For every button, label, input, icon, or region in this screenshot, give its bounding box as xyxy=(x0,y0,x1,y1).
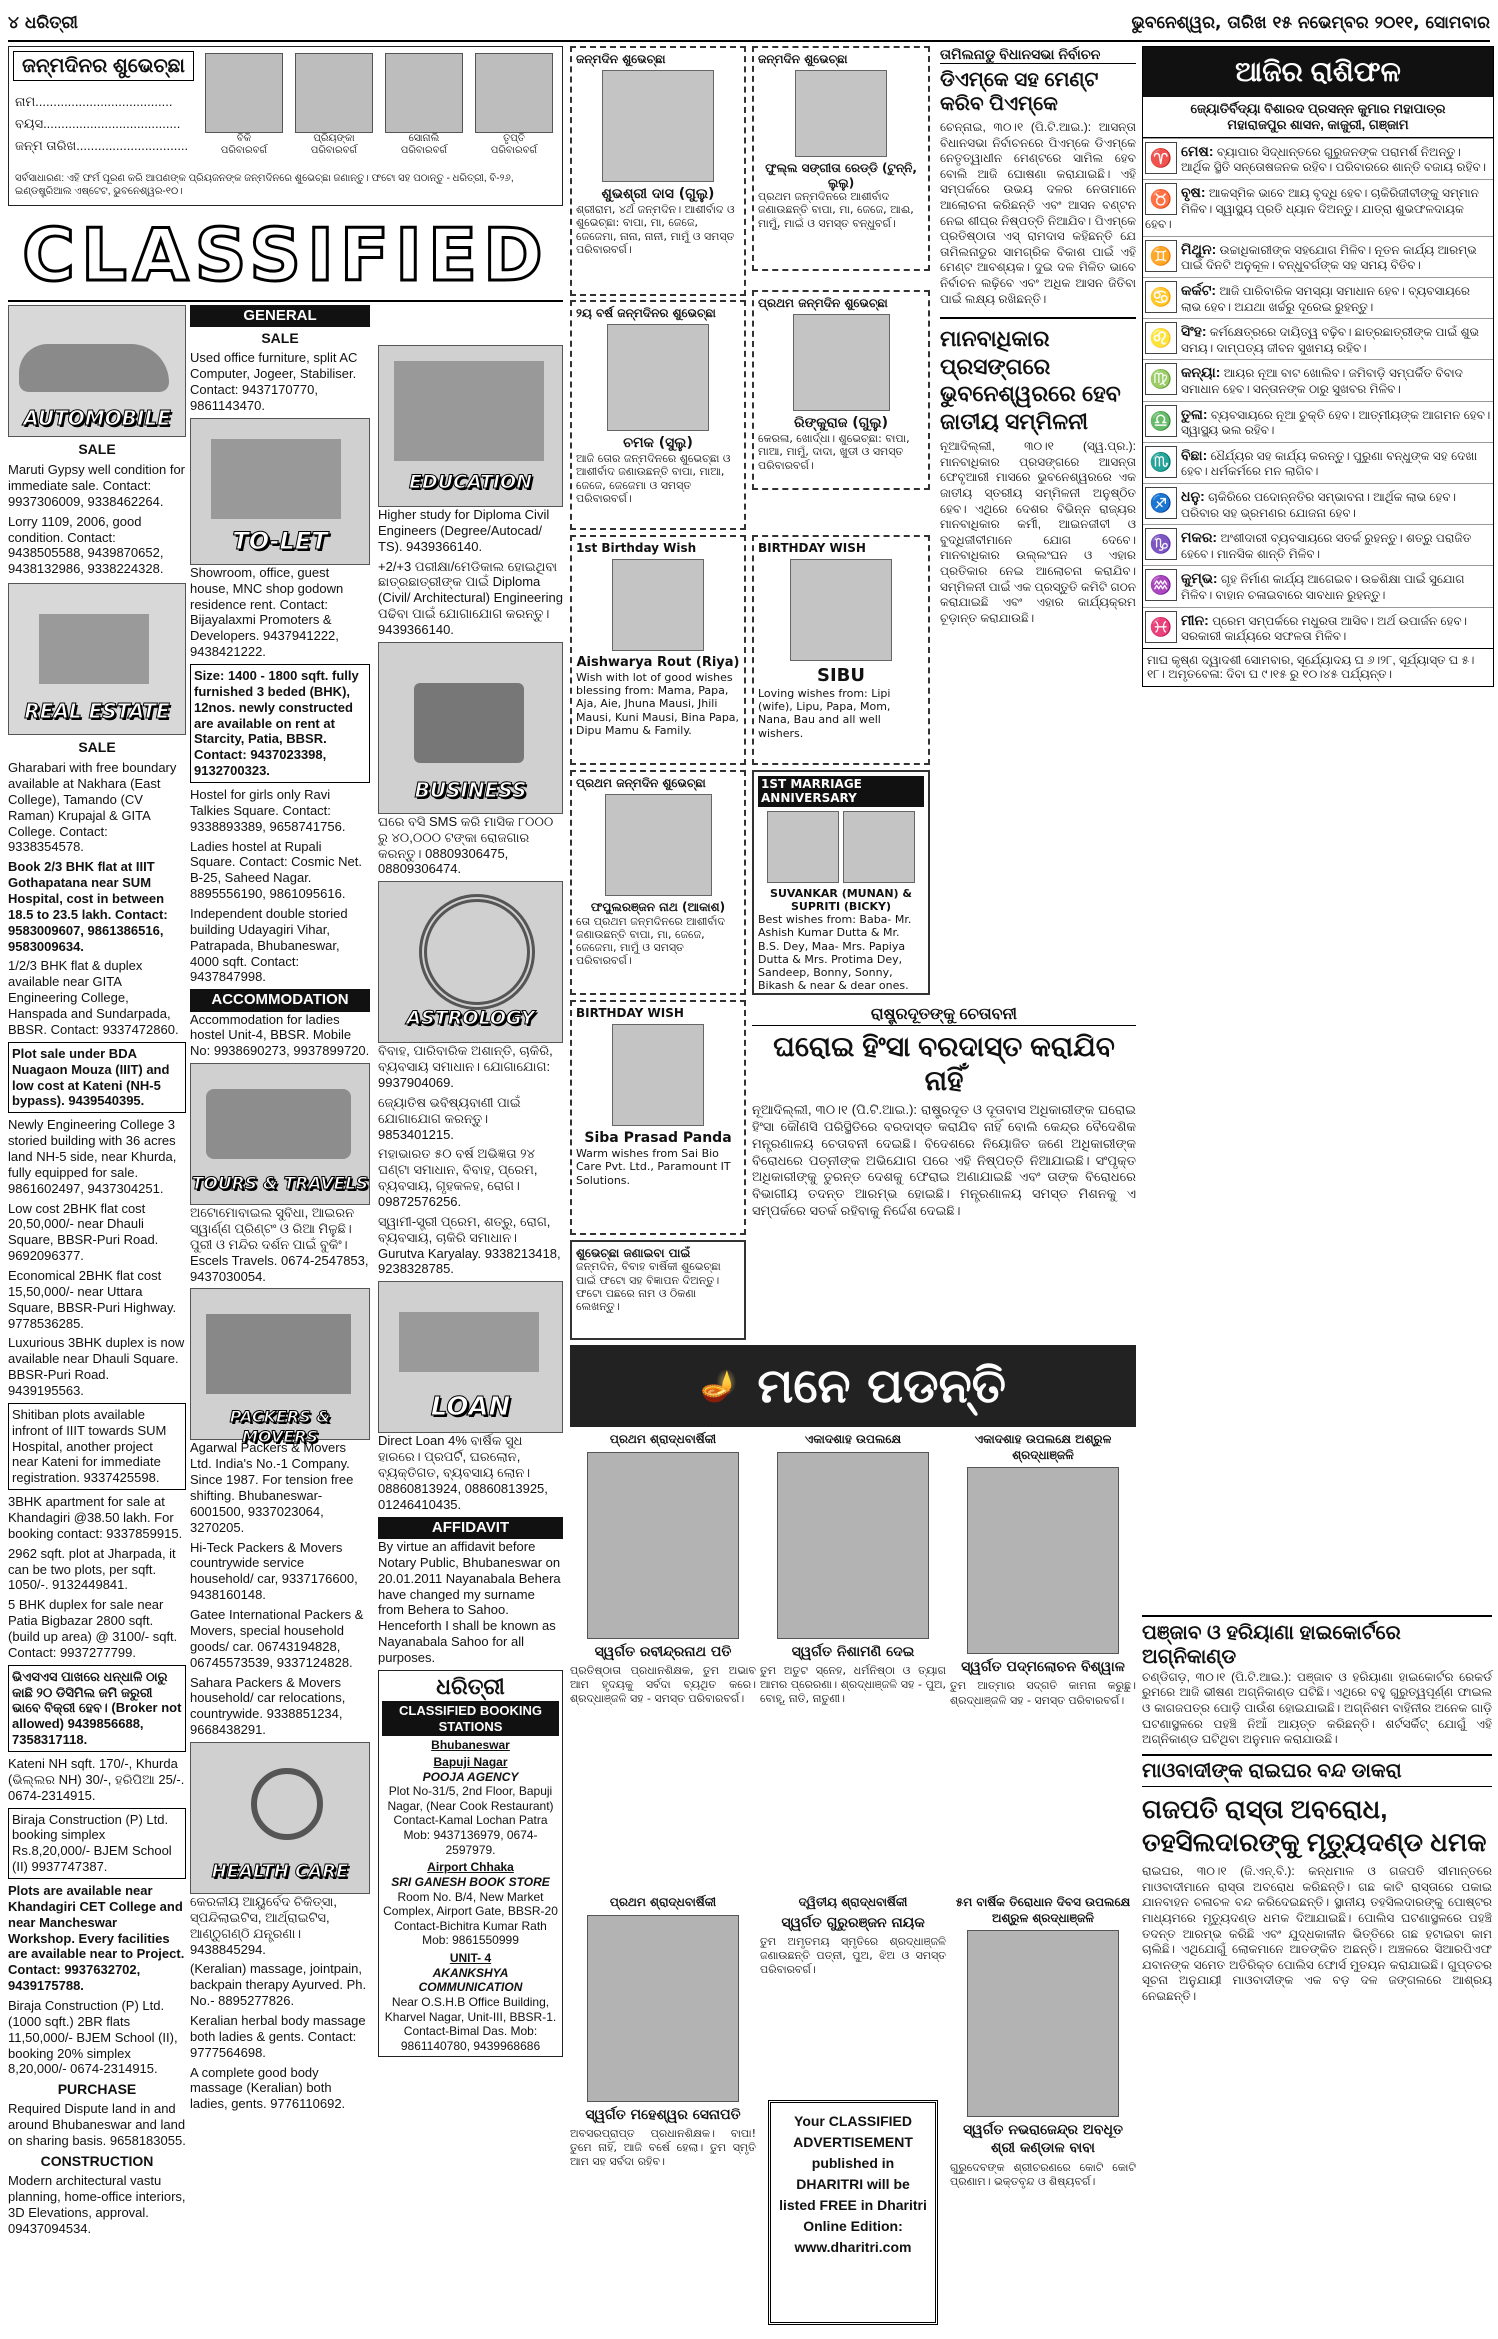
ad: Required Dispute land in and around Bhubaneswar and land on sharing basis. 9658183055. xyxy=(8,2101,186,2149)
category-astrology: ASTROLOGY xyxy=(406,1007,535,1030)
rashi-text: ଆକସ୍ମିକ ଭାବେ ଆୟ ବୃଦ୍ଧି ହେବ। ଚାକିରିଜୀବୀଙ୍କୁ ସମ୍ମାନ ମିଳିବ। ସ୍ୱାସ୍ଥ୍ୟ ପ୍ରତି ଧ୍ୟାନ ଦିଅନ୍ତୁ। ଯାତ୍ରା ଶୁଭଫଳଦାୟକ ହେବ। xyxy=(1145,186,1479,232)
rashi-sign: କର୍କଟ: xyxy=(1181,282,1217,299)
news-body: ଚେନ୍ନାଇ, ୩୦।୧ (ପି.ଟି.ଆଇ.): ଆସନ୍ତା ବିଧାନସଭା ନିର୍ବାଚନରେ ପିଏମ୍‌କେ ଡିଏମ୍‌କେ ନେତୃତ୍ୱାଧୀନ ମେଣ୍ଟରେ ସାମିଲ ହେବ ବୋଲି ଆଜି ଘୋଷଣା କରାଯାଇଛି। ଏହି ସମ୍ପର୍କରେ ଉଭୟ ଦଳର ନେତାମାନେ ଆଲୋଚନା କରିଛନ୍ତି ଏବଂ ଆସନ ବଣ୍ଟନ ନେଇ ଶୀଘ୍ର ନିଷ୍ପତ୍ତି ନିଆଯିବ। ପିଏମ୍‌କେ ପ୍ରତିଷ୍ଠାତା ଏସ୍ ରାମଦାସ କହିଛନ୍ତି ଯେ ତାମିଲନାଡୁର ସାମଗ୍ରିକ ବିକାଶ ପାଇଁ ଏହି ମେଣ୍ଟ ଆବଶ୍ୟକ। ଦୁଇ ଦଳ ମିଳିତ ଭାବେ ନିର୍ବାଚନ ଲଢ଼ିବେ ଏବଂ ଅଧିକ ଆସନ ଜିତିବା ପାଇଁ ଲକ୍ଷ୍ୟ ରଖିଛନ୍ତି। xyxy=(940,120,1136,306)
memorial-title: ମନେ ପଡନ୍ତି xyxy=(757,1357,1006,1414)
sale-heading: SALE xyxy=(78,441,116,457)
ad: ଭିଏସଏସ ପାଖରେ ଧନ୍ଧାଳି ଠାରୁ କାଛି ୨୦ ଡିସିମିଲ ଜମି ଜରୁରୀ ଭାବେ ବିକ୍ରୀ ହେବ। (Broker not allowed) 9439856688, 7358317118. xyxy=(8,1665,186,1752)
ad: A complete good body massage (Keralian) both ladies, gents. 9776110692. xyxy=(190,2064,346,2112)
rashi-sign: ବିଛା: xyxy=(1181,446,1208,463)
wish-box: 1ST MARRIAGE ANNIVERSARY SUVANKAR (MUNAN) & SUPRITI (BICKY) Best wishes from: Baba- Mr. Ashish Kumar Dutta & Mr. B.S. Dey, Maa- Mrs. Papiya Dutta & Mrs. Protima Dey, Sandeep, Bonny, Sonny, Bikash & near & dear ones. xyxy=(752,770,930,995)
rashi-entry xyxy=(1143,236,1493,277)
ad: Independent double storied building Udayagiri Vihar, Patrapada, Bhubaneswar, 4000 sqft. Contact: 9437847998. xyxy=(190,906,348,985)
rashi-sign: ତୁଳା: xyxy=(1181,405,1208,422)
news-headline: ଗଜପତି ରାସ୍ତା ଅବରୋଧ, ତହସିଲଦାରଙ୍କୁ ମୃତ୍ୟୁଦଣ୍ଡ ଧମକ xyxy=(1142,1794,1487,1857)
zodiac-icon: ♐ xyxy=(1145,487,1177,519)
ad: ମହାଭାରତ ୫୦ ବର୍ଷ ଅଭିଜ୍ଞତା ୨୪ ଘଣ୍ଟା ସମାଧାନ, ବିବାହ, ପ୍ରେମ, ବ୍ୟବସାୟ, ଗୃହକଳହ, ରୋଗ। 09872576256. xyxy=(378,1146,538,1210)
page-number: ୪ ଧରିତ୍ରୀ xyxy=(8,13,78,33)
ad: Luxurious 3BHK duplex is now available near Dhauli Square. BBSR-Puri Road. 9439195563. xyxy=(8,1335,185,1398)
rashi-entry xyxy=(1143,483,1493,524)
ad: By virtue an affidavit before Notary Public, Bhubaneswar on 20.01.2011 Nayanabala Behera have changed my surname from Behera to Sahoo. Henceforth I shall be known as Nayanabala Sahoo for all purposes. xyxy=(378,1538,561,1665)
news-story xyxy=(752,1005,1136,1220)
rashi-sign: ମେଷ: xyxy=(1181,142,1214,159)
house-image xyxy=(39,614,149,684)
rashi-sign: ସିଂହ: xyxy=(1181,323,1207,340)
rashi-entry xyxy=(1143,607,1493,648)
accommodation-heading: ACCOMMODATION xyxy=(190,989,370,1011)
sale-heading: SALE xyxy=(261,330,299,347)
ad: Biraja Construction (P) Ltd. (1000 sqft.) 2BR flats 11,50,000/- BJEM School (II), booking 20% simplex 8,20,000/- 0674-2314915. xyxy=(8,1998,178,2077)
groom-photo xyxy=(767,811,839,883)
health-banner xyxy=(190,1742,370,1894)
astrology-banner xyxy=(378,881,563,1043)
car-image xyxy=(19,344,169,392)
ad: 2962 sqft. plot at Jharpada, it can be two plots, per sqft. 1050/-. 9132449841. xyxy=(8,1545,176,1593)
zodiac-icon: ♒ xyxy=(1145,569,1177,601)
ad: Accommodation for ladies hostel Unit-4, BBSR. Mobile No: 9938690273, 9937899720. xyxy=(190,1011,370,1059)
portrait-photo xyxy=(790,559,892,661)
rashi-text: ଆଜି ପାରିବାରିକ ସମସ୍ୟା ସମାଧାନ ହେବ। ବ୍ୟବସାୟରେ ଲାଭ ହେବ। ଅଯଥା ଖର୍ଚ୍ଚରୁ ଦୂରେଇ ରୁହନ୍ତୁ। xyxy=(1181,284,1471,314)
zodiac-icon: ♓ xyxy=(1145,611,1177,643)
zodiac-icon: ♎ xyxy=(1145,405,1177,437)
news-headline: ମାନବାଧିକାର ପ୍ରସଙ୍ଗରେ ଭୁବନେଶ୍ୱରରେ ହେବ ଜାତୀୟ ସମ୍ମିଳନୀ xyxy=(940,317,1136,435)
ad: Economical 2BHK flat cost 15,50,000/- near Uttara Square, BBSR-Puri Highway. 9778536285. xyxy=(8,1267,177,1331)
ad: Biraja Construction (P) Ltd. booking simplex Rs.8,20,000/- BJEM School (II) 9937747387. xyxy=(8,1808,186,1879)
building-image xyxy=(211,439,341,519)
rashi-text: ପ୍ରେମ ସମ୍ପର୍କରେ ମଧୁରତା ଆସିବ। ଅର୍ଥ ଉପାର୍ଜନ ହେବ। ସରକାରୀ କାର୍ଯ୍ୟରେ ସଫଳତା ମିଳିବ। xyxy=(1181,613,1468,644)
memorial-entry: ପ୍ରଥମ ଶ୍ରାଦ୍ଧବାର୍ଷିକୀ ସ୍ୱର୍ଗତ ରବୀନ୍ଦ୍ରନାଥ ପତି ପ୍ରତିଷ୍ଠାତା ପ୍ରଧାନଶିକ୍ଷକ, ତୁମ ଅଭାବ ଆମ ହୃଦୟକୁ ସର୍ବଦା ବ୍ୟଥିତ କରେ। ଶ୍ରଦ୍ଧାଞ୍ଜଳି ସହ - ସମସ୍ତ ପରିବାରବର୍ଗ। xyxy=(570,1432,756,1706)
panjika: ମାଘ କୃଷ୍ଣ ଦ୍ୱାଦଶୀ ସୋମବାର, ସୂର୍ଯ୍ୟୋଦୟ ଘ ୬।୨୮, ସୂର୍ଯ୍ୟାସ୍ତ ଘ ୫।୧୮। ଅମୃତବେଳା: ଦିବା ଘ ୯।୧୫ ରୁ ୧୦।୪୫ ପର୍ଯ୍ୟନ୍ତ। xyxy=(1143,648,1493,686)
rashi-text: ଆୟର ନୂଆ ବାଟ ଖୋଲିବ। ଜମିବାଡ଼ି ସମ୍ପର୍କିତ ବିବାଦ ସମାଧାନ ହେବ। ସନ୍ତାନଙ୍କ ଠାରୁ ସୁଖବର ମିଳିବ। xyxy=(1181,366,1463,396)
child-photo xyxy=(607,324,709,431)
news-kicker: ରାଷ୍ଟ୍ରଦୂତଙ୍କୁ ଚେତାବନୀ xyxy=(752,1005,1136,1026)
memorial-entry: ଏକାଦଶାହ ଉପଲକ୍ଷେ ସ୍ୱର୍ଗତ ନିଶାମଣି ଦେଇ ତୁମ ଅତୁଟ ସ୍ନେହ, ଧର୍ମନିଷ୍ଠା ଓ ତ୍ୟାଗ ଆମର ପ୍ରେରଣା। ଶ୍ରଦ୍ଧାଞ୍ଜଳି ସହ - ପୁଅ, ବୋହୂ, ନାତି, ନାତୁଣୀ। xyxy=(760,1432,946,1706)
rashi-entry xyxy=(1143,565,1493,606)
booking-city: Bhubaneswar xyxy=(431,1738,510,1753)
birthday-form-title: ଜନ୍ମଦିନର ଶୁଭେଚ୍ଛା xyxy=(13,51,194,81)
memorial-photo xyxy=(777,1452,929,1639)
form-field-name[interactable]: ନାମ...................................... xyxy=(15,94,173,109)
news-headline: ପଞ୍ଜାବ ଓ ହରିୟାଣା ହାଇକୋର୍ଟରେ ଅଗ୍ନିକାଣ୍ଡ xyxy=(1142,1615,1492,1670)
zodiac-icon: ♈ xyxy=(1145,142,1177,174)
memorial-entry: ଦ୍ୱିତୀୟ ଶ୍ରାଦ୍ଧବାର୍ଷିକୀ ସ୍ୱର୍ଗତ ଗୁରୁରଞ୍ଜନ ନାୟକ ତୁମ ଅମୃତମୟ ସ୍ମୃତିରେ ଶ୍ରଦ୍ଧାଞ୍ଜଳି ଜଣାଉଛନ୍ତି ପତ୍ନୀ, ପୁଅ, ଝିଅ ଓ ସମସ୍ତ ପରିବାରବର୍ଗ। xyxy=(760,1895,946,1977)
memorial-banner xyxy=(570,1345,1136,1427)
dateline: ଭୁବନେଶ୍ୱର, ତାରିଖ ୧୫ ନଭେମ୍ବର ୨୦୧୧, ସୋମବାର xyxy=(1131,13,1490,33)
ad: Plots are available near Khandagiri CET College and near Mancheswar Workshop. Every facilities are available near to Project. Contact: 9937632702, 9439175788. xyxy=(8,1883,185,1994)
classified-col-2 xyxy=(190,305,370,2116)
ad: କେରଳୀୟ ଆୟୁର୍ବେଦ ଚିକିତ୍ସା, ସ୍ପନ୍ଦିଲାଇଟିସ, ଆର୍ଥ୍ରାଇଟିସ, ଆଣ୍ଠୁଗଣ୍ଠି ଯନ୍ତ୍ରଣା। 9438845294. xyxy=(190,1893,337,1957)
rashiphala-title: ଆଜିର ରାଶିଫଳ xyxy=(1143,47,1493,97)
ad: Modern architectural vastu planning, home-office interiors, 3D Elevations, approval. 09437094534. xyxy=(8,2173,186,2236)
ad: Plot sale under BDA Nuagaon Mouza (IIIT) and low cost at Kateni (NH-5 bypass). 9439540395. xyxy=(8,1042,186,1113)
ad: Kateni NH sqft. 170/-, Khurda (ଭିଲ୍ଲର NH) 30/-, ହରିପିଆ 25/-. 0674-2314915. xyxy=(8,1756,185,1803)
ad: Low cost 2BHK flat cost 20,50,000/- near Dhauli Square, BBSR-Puri Road. 9692096377. xyxy=(8,1200,159,1264)
memorial-photo xyxy=(967,1930,1119,2117)
rashi-sign: ଧନୁ: xyxy=(1181,487,1205,504)
station: UNIT- 4 AKANKSHYA COMMUNICATION Near O.S.H.B Office Building, Kharvel Nagar, Unit-III, BBSR-1. Contact-Bimal Das. Mob: 9861140780, 9439968686 xyxy=(384,1951,557,2053)
station: Bapuji Nagar POOJA AGENCY Plot No-31/5, 2nd Floor, Bapuji Nagar, (Near Cook Restaurant) Contact-Kamal Lochan Patra Mob: 9437136979, 0674-2597979. xyxy=(387,1754,554,1857)
sale-heading: SALE xyxy=(78,739,116,756)
ad: Size: 1400 - 1800 sqft. fully furnished 3 beded (BHK), 12nos. newly constructed are available on rent at Starcity, Patia, BBSR. Contact: 9437023398, 9132700323. xyxy=(190,664,370,783)
sample-photo: ସୋନାଲି ପରିବାରବର୍ଗ xyxy=(385,53,463,157)
ad: Agarwal Packers & Movers Ltd. India's No.-1 Company. Since 1987. For tension free shifting. Bhubaneswar- 6001500, 9337023064, 3270205. xyxy=(190,1440,354,1535)
ad: ସ୍ୱାମୀ-ସ୍ତ୍ରୀ ପ୍ରେମ, ଶତ୍ରୁ, ରୋଗ, ବ୍ୟବସାୟ, ଚାକିରି ସମାଧାନ। Gurutva Karyalay. 9338213418, 9238328785. xyxy=(378,1213,561,1277)
birthday-form xyxy=(8,46,563,206)
ad: Sahara Packers & Movers household/ car relocations, countrywide. 9338851234, 9668438291. xyxy=(190,1674,346,1738)
rashi-text: ଧୈର୍ଯ୍ୟର ସହ କାର୍ଯ୍ୟ କରନ୍ତୁ। ପୁରୁଣା ବନ୍ଧୁଙ୍କ ସହ ଦେଖା ହେବ। ଧର୍ମକର୍ମରେ ମନ ଲାଗିବ। xyxy=(1181,448,1478,479)
wish-box: BIRTHDAY WISH Siba Prasad Panda Warm wishes from Sai Bio Care Pvt. Ltd., Paramount IT Solutions. xyxy=(570,1000,746,1235)
rashi-entry xyxy=(1143,442,1493,483)
birthday-form-note: ସର୍ବସାଧାରଣ: ଏହି ଫର୍ମ ପୂରଣ କରି ଆପଣଙ୍କ ପ୍ରିୟଜନଙ୍କ ଜନ୍ମଦିନରେ ଶୁଭେଚ୍ଛା ଜଣାନ୍ତୁ। ଫଟୋ ସହ ପଠାନ୍ତୁ - ଧରିତ୍ରୀ, ବି-୨୬, ଇଣ୍ଡଷ୍ଟ୍ରିଆଲ ଏଷ୍ଟେଟ, ଭୁବନେଶ୍ୱର-୧୦। xyxy=(15,173,514,197)
ad: ଘରେ ବସି SMS କରି ମାସିକ ୮୦୦୦ ରୁ ୪୦,୦୦୦ ଟଙ୍କା ରୋଜଗାର କରନ୍ତୁ। 08809306475, 08809306474. xyxy=(378,813,554,877)
wish-box: ପ୍ରଥମ ଜନ୍ମଦିନ ଶୁଭେଚ୍ଛା ରିଙ୍କୁରାଜ (ଗୁଲୁ) କେରଳା, ଖୋର୍ଦ୍ଧା। ଶୁଭେଚ୍ଛା: ବାପା, ମାଆ, ମାମୁଁ, ଦାଦା, ଖୁଡୀ ଓ ସମସ୍ତ ପରିବାରବର୍ଗ। xyxy=(752,290,930,490)
news-kicker: ତାମିଲନାଡୁ ବିଧାନସଭା ନିର୍ବାଚନ xyxy=(940,46,1136,64)
portrait-photo xyxy=(612,1024,704,1126)
ad: 1/2/3 BHK flat & duplex available near GITA Engineering College, Hanspada and Sundarpada, BBSR. Contact: 9337472860. xyxy=(8,958,179,1037)
classified-col-3 xyxy=(378,345,563,2057)
news-headline: ଡିଏମ୍‌କେ ସହ ମେଣ୍ଟ କରିବ ପିଏମ୍‌କେ xyxy=(940,69,1099,116)
briefcase-image xyxy=(414,683,524,763)
zodiac-icon: ♌ xyxy=(1145,322,1177,354)
zodiac-icon: ♊ xyxy=(1145,240,1177,272)
ad: Used office furniture, split AC Computer, Jogeer, Stabiliser. Contact: 9437170770, 9861143470. xyxy=(190,350,358,413)
rashi-list xyxy=(1143,138,1493,648)
rashi-text: ଗୃହ ନିର୍ମାଣ କାର୍ଯ୍ୟ ଆଗେଇବ। ଉଚ୍ଚଶିକ୍ଷା ପାଇଁ ସୁଯୋଗ ମିଳିବ। ବାହାନ ଚଳାଇବାରେ ସାବଧାନ ରୁହନ୍ତୁ। xyxy=(1181,572,1465,602)
rashi-sign: କନ୍ୟା: xyxy=(1181,364,1221,381)
ad: Newly Engineering College 3 storied building with 36 acres land NH-5 side, near Khurda, fully equipped for sale. 9861602497, 9437304251. xyxy=(8,1117,177,1196)
ad: Gharabari with free boundary available at Nakhara (East College), Tamando (CV Raman) Krupajal & GITA College. Contact: 9338354578. xyxy=(8,760,177,855)
rashi-sign: ମକର: xyxy=(1181,529,1218,546)
category-tours: TOURS & TRAVELS xyxy=(191,1174,369,1195)
category-packers: PACKERS & MOVERS xyxy=(229,1407,331,1446)
rashi-text: ବ୍ୟାପାର ସିଦ୍ଧାନ୍ତରେ ଗୁରୁଜନଙ୍କ ପରାମର୍ଶ ନିଅନ୍ତୁ। ଆର୍ଥିକ ସ୍ଥିତି ସନ୍ତୋଷଜନକ ରହିବ। ପରିବାରରେ ଶାନ୍ତି ବଜାୟ ରହିବ। xyxy=(1181,144,1487,175)
rashi-text: କର୍ମକ୍ଷେତ୍ରରେ ଦାୟିତ୍ୱ ବଢ଼ିବ। ଛାତ୍ରଛାତ୍ରୀଙ୍କ ପାଇଁ ଶୁଭ ସମୟ। ଦାମ୍ପତ୍ୟ ଜୀବନ ସୁଖମୟ ରହିବ। xyxy=(1181,325,1479,355)
category-to-let: TO-LET xyxy=(232,526,328,555)
memorial-entry: ୫ମ ବାର୍ଷିକ ତିରୋଧାନ ଦିବସ ଉପଲକ୍ଷେ ଅଶ୍ରୁଳ ଶ୍ରଦ୍ଧାଞ୍ଜଳି ସ୍ୱର୍ଗତ ନଭରାଜେନ୍ଦ୍ର ଅବଧୂତ ଶ୍ରୀ କଣ୍ଡାଳ ବାବା ଗୁରୁଦେବଙ୍କ ଶ୍ରୀଚରଣରେ କୋଟି କୋଟି ପ୍ରଣାମ। ଭକ୍ତବୃନ୍ଦ ଓ ଶିଷ୍ୟବର୍ଗ। xyxy=(950,1895,1136,2188)
ad: +2/+3 ପରୀକ୍ଷା/ମେଡିକାଲ ହୋଇଥିବା ଛାତ୍ରଛାତ୍ରୀଙ୍କ ପାଇଁ Diploma (Civil/ Architectural) Engineering ପଢିବା ପାଇଁ ଯୋଗାଯୋଗ କରନ୍ତୁ। 9439366140. xyxy=(378,558,563,638)
news-body: ନୂଆଦିଲ୍ଲୀ, ୩୦।୧ (ପି.ଟି.ଆଇ.): ରାଷ୍ଟ୍ରଦୂତ ଓ ଦୂତାବାସ ଅଧିକାରୀଙ୍କ ଘରୋଇ ହିଂସା କୌଣସି ପରିସ୍ଥିତିରେ ବରଦାସ୍ତ କରାଯିବ ନାହିଁ ବୋଲି କେନ୍ଦ୍ର ବୈଦେଶିକ ମନ୍ତ୍ରଣାଳୟ ଚେତାବନୀ ଦେଇଛି। ବିଦେଶରେ ନିୟୋଜିତ ଜଣେ ଅଧିକାରୀଙ୍କ ବିରୋଧରେ ପତ୍ନୀଙ୍କ ଅଭିଯୋଗ ପରେ ଏହି ନିଷ୍ପତ୍ତି ନିଆଯାଇଛି। ସଂପୃକ୍ତ ଅଧିକାରୀଙ୍କୁ ତୁରନ୍ତ ଦେଶକୁ ଫେରାଇ ଅଣାଯାଇଛି ଏବଂ ତାଙ୍କ ବିରୋଧରେ ବିଭାଗୀୟ ତଦନ୍ତ ଆରମ୍ଭ ହୋଇଛି। ମନ୍ତ୍ରଣାଳୟ ସମସ୍ତ ମିଶନକୁ ଏ ସମ୍ପର୍କରେ ସତର୍କ ରହିବାକୁ ନିର୍ଦ୍ଦେଶ ଦେଇଛି। xyxy=(752,1101,1136,1219)
loan-banner xyxy=(378,1281,563,1433)
form-field-dob[interactable]: ଜନ୍ମ ତାରିଖ............................... xyxy=(15,138,189,153)
truck-image xyxy=(206,1314,351,1394)
zodiac-icon: ♑ xyxy=(1145,528,1177,560)
to-let-banner xyxy=(190,418,370,565)
memorial-entry: ପ୍ରଥମ ଶ୍ରାଦ୍ଧବାର୍ଷିକୀ ସ୍ୱର୍ଗତ ମହେଶ୍ୱର ସେନାପତି ଅବସରପ୍ରାପ୍ତ ପ୍ରଧାନଶିକ୍ଷକ। ବାପା! ତୁମେ ନାହିଁ, ଆଜି ବର୍ଷେ ହେଲା। ତୁମ ସ୍ମୃତି ଆମ ସହ ସର୍ବଦା ରହିବ। xyxy=(570,1895,756,2169)
rashiphala-byline: ଜ୍ୟୋତିର୍ବିଦ୍ୟା ବିଶାରଦ ପ୍ରସନ୍ନ କୁମାର ମହାପାତ୍ର ମହାରାଜପୁର ଶାସନ, କାଜୁରୀ, ଗଞ୍ଜାମ xyxy=(1143,97,1493,138)
sample-photo: ତୃପ୍ତି ପରିବାରବର୍ଗ xyxy=(475,53,553,157)
zodiac-icon: ♉ xyxy=(1145,183,1177,215)
tours-banner xyxy=(190,1063,370,1205)
rashi-entry xyxy=(1143,318,1493,359)
free-listing-ad: Your CLASSIFIED ADVERTISEMENT published in DHARITRI will be listed FREE in Dharitri Online Edition: www.dharitri.com xyxy=(768,2100,938,2325)
ad: Maruti Gypsy well condition for immediate sale. Contact: 9937306009, 9338462264. xyxy=(8,462,186,509)
zodiac-icon: ♍ xyxy=(1145,363,1177,395)
ad: ବିବାହ, ପାରିବାରିକ ଅଶାନ୍ତି, ଚାକିରି, ବ୍ୟବସାୟ ସମାଧାନ। ଯୋଗାଯୋଗ: 9937904069. xyxy=(378,1043,553,1091)
news-body: ନୂଆଦିଲ୍ଲୀ, ୩୦।୧ (ସ୍ୱ.ପ୍ର.): ମାନବାଧିକାର ପ୍ରସଙ୍ଗରେ ଆସନ୍ତା ଫେବୃଆରୀ ମାସରେ ଭୁବନେଶ୍ୱରରେ ଏକ ଜାତୀୟ ସ୍ତରୀୟ ସମ୍ମିଳନୀ ଅନୁଷ୍ଠିତ ହେବ। ଏଥିରେ ଦେଶର ବିଭିନ୍ନ ରାଜ୍ୟର ମାନବାଧିକାର କର୍ମୀ, ଆଇନଜୀବୀ ଓ ବୁଦ୍ଧିଜୀବୀମାନେ ଯୋଗ ଦେବେ। ମାନବାଧିକାର ଉଲ୍ଲଂଘନ ଓ ଏହାର ପ୍ରତିକାର ନେଇ ଆଲୋଚନା କରାଯିବ। ସମ୍ମିଳନୀ ପାଇଁ ଏକ ପ୍ରସ୍ତୁତି କମିଟି ଗଠନ କରାଯାଇଛି ଏବଂ ଏହାର କାର୍ଯ୍ୟକ୍ରମ ଚୂଡ଼ାନ୍ତ କରାଯାଉଛି। xyxy=(940,439,1136,625)
classified-col-1 xyxy=(8,305,186,2241)
bus-image xyxy=(206,1089,351,1159)
real-estate-banner xyxy=(8,583,186,735)
business-banner xyxy=(378,642,563,814)
memorial-photo xyxy=(587,1452,739,1639)
ad: Keralian herbal body massage both ladies & gents. Contact: 9777564698. xyxy=(190,2012,366,2060)
rashi-text: ଅଂଶୀଦାରୀ ବ୍ୟବସାୟରେ ସତର୍କ ରୁହନ୍ତୁ। ଶତ୍ରୁ ପରାଜିତ ହେବେ। ମାନସିକ ଶାନ୍ତି ମିଳିବ। xyxy=(1181,531,1472,561)
classified-title: CLASSIFIED xyxy=(8,210,563,302)
affidavit-heading: AFFIDAVIT xyxy=(378,1517,563,1539)
page-header xyxy=(8,6,1490,42)
news-body: ଚଣ୍ଡିଗଡ଼, ୩୦।୧ (ପି.ଟି.ଆଇ.): ପଞ୍ଜାବ ଓ ହରିୟାଣା ହାଇକୋର୍ଟର ରେକର୍ଡ ରୁମରେ ଆଜି ଭୀଷଣ ଅଗ୍ନିକାଣ୍ଡ ଘଟିଛି। ଏଥିରେ ବହୁ ଗୁରୁତ୍ୱପୂର୍ଣ୍ଣ ଫାଇଲ ଓ କାଗଜପତ୍ର ପୋଡ଼ି ପାଉଁଶ ହୋଇଯାଇଛି। ଅଗ୍ନିଶମ ବାହିନୀର ଅନେକ ଗାଡ଼ି ଘଟଣାସ୍ଥଳରେ ପହଞ୍ଚି ନିଆଁ ଆୟତ୍ତ କରିଛନ୍ତି। ଶର୍ଟସର୍କିଟ୍ ଯୋଗୁଁ ଏହି ଅଗ୍ନିକାଣ୍ଡ ଘଟିଥିବା ଅନୁମାନ କରାଯାଉଛି। xyxy=(1142,1669,1492,1747)
rashi-entry xyxy=(1143,524,1493,565)
automobile-banner xyxy=(8,305,186,437)
rashi-entry xyxy=(1143,138,1493,179)
ad: 3BHK apartment for sale at Khandagiri @38.50 lakh. For booking contact: 9337859915. xyxy=(8,1494,183,1541)
ad: Book 2/3 BHK flat at IIIT Gothapatana near SUM Hospital, cost in between 18.5 to 23.5 lakh. Contact: 9583009607, 9861386516, 9583009634. xyxy=(8,859,168,954)
bride-photo xyxy=(843,811,915,883)
booking-title: CLASSIFIED BOOKING STATIONS xyxy=(382,1701,559,1737)
ad: Hi-Teck Packers & Movers countrywide service household/ car, 9337176600, 9438160148. xyxy=(190,1539,358,1603)
general-heading: GENERAL xyxy=(190,305,370,327)
sample-photo: ବିକି ପରିବାରବର୍ଗ xyxy=(205,53,283,157)
category-real-estate: REAL ESTATE xyxy=(24,699,170,724)
wish-box: ୨ୟ ବର୍ଷ ଜନ୍ମଦିନର ଶୁଭେଚ୍ଛା ଚମକ (ସୁଲୁ) ଆଜି ତୋର ଜନ୍ମଦିନରେ ଶୁଭେଚ୍ଛା ଓ ଆଶୀର୍ବାଦ ଜଣାଉଛନ୍ତି ବାପା, ମାଆ, ଜେଜେ, ଜେଜେମା ଓ ସମସ୍ତ ପରିବାରବର୍ଗ। xyxy=(570,300,746,530)
booking-stations xyxy=(378,1670,563,2058)
lamp-icon: 🪔 xyxy=(700,1368,738,1404)
category-business: BUSINESS xyxy=(414,777,527,802)
news-headline: ଘରୋଇ ହିଂସା ବରଦାସ୍ତ କରାଯିବ ନାହିଁ xyxy=(773,1030,1115,1096)
ad: Gatee International Packers & Movers, special household goods/ car. 06743194828, 06745573539, 9337124828. xyxy=(190,1607,364,1670)
rashi-text: ଚାକିରିରେ ପଦୋନ୍ନତିର ସମ୍ଭାବନା। ଆର୍ଥିକ ଲାଭ ହେବ। ପରିବାର ସହ ଭ୍ରମଣର ଯୋଜନା ହେବ। xyxy=(1181,489,1456,520)
memorial-photo xyxy=(967,1467,1119,1654)
wish-box: ଶୁଭେଚ୍ଛା ଜଣାଇବା ପାଇଁ ଜନ୍ମଦିନ, ବିବାହ ବାର୍ଷିକୀ ଶୁଭେଚ୍ଛା ପାଇଁ ଫଟୋ ସହ ବିଜ୍ଞାପନ ଦିଅନ୍ତୁ। ଫଟୋ ପଛରେ ନାମ ଓ ଠିକଣା ଲେଖନ୍ତୁ। xyxy=(570,1240,746,1340)
rashi-entry xyxy=(1143,359,1493,400)
rashi-text: ବ୍ୟବସାୟରେ ନୂଆ ଚୁକ୍ତି ହେବ। ଆତ୍ମୀୟଙ୍କ ଆଗମନ ହେବ। ସ୍ୱାସ୍ଥ୍ୟ ଭଲ ରହିବ। xyxy=(1181,407,1491,438)
rashi-sign: ମୀନ: xyxy=(1181,611,1209,628)
child-photo xyxy=(605,794,712,896)
zodiac-wheel-icon xyxy=(419,894,535,1010)
rashiphala xyxy=(1142,46,1494,687)
rashi-entry xyxy=(1143,401,1493,442)
currency-image xyxy=(399,1312,539,1372)
ad: (Keralian) massage, jointpain, backpain therapy Ayurved. Ph. No.- 8895277826. xyxy=(190,1961,367,2009)
rashi-sign: ବୃଷ: xyxy=(1181,184,1206,201)
packers-banner xyxy=(190,1288,370,1446)
ad: Shitiban plots available infront of IIIT towards SUM Hospital, another project near Kateni for immediate registration. 9337425598. xyxy=(8,1403,186,1490)
rashi-sign: କୁମ୍ଭ: xyxy=(1181,570,1218,587)
news-column xyxy=(940,46,1136,626)
dharitri-logo: ଧରିତ୍ରୀ xyxy=(436,1673,505,1699)
ad: Showroom, office, guest house, MNC shop godown residence rent. Contact: Bijayalaxmi Promoters & Developers. 9437941222, 9438421222. xyxy=(190,564,344,660)
ad: Ladies hostel at Rupali Square. Contact: Cosmic Net. B-25, Saheed Nagar. 8895556190, 9861095616. xyxy=(190,838,362,902)
category-education: EDUCATION xyxy=(408,471,533,493)
child-photo xyxy=(612,559,704,651)
rashi-entry xyxy=(1143,277,1493,318)
rashi-sign: ମିଥୁନ: xyxy=(1181,240,1217,257)
purchase-heading: PURCHASE xyxy=(57,2081,137,2098)
news-right xyxy=(1142,1615,1492,2004)
child-photo xyxy=(795,70,887,157)
construction-heading: CONSTRUCTION xyxy=(40,2153,154,2169)
sample-photo: ପ୍ରିୟଙ୍କା ପରିବାରବର୍ଗ xyxy=(295,53,373,157)
child-photo xyxy=(793,314,890,411)
wish-box: BIRTHDAY WISH SIBU Loving wishes from: Lipi (wife), Lipu, Papa, Mom, Nana, Bau and all well wishers. xyxy=(752,535,930,765)
form-field-age[interactable]: ବୟସ...................................... xyxy=(15,116,181,131)
rashi-entry xyxy=(1143,179,1493,236)
wish-box: ଜନ୍ମଦିନ ଶୁଭେଚ୍ଛା ଶୁଭଶ୍ରୀ ଦାସ (ଗୁଲୁ) ଶ୍ରୀରାମ, ୪ର୍ଥ ଜନ୍ମଦିନ। ଆଶୀର୍ବାଦ ଓ ଶୁଭେଚ୍ଛା: ବାପା, ମା, ଜେଜେ, ଜେଜେମା, ନାନା, ନାନୀ, ମାମୁଁ ଓ ସମସ୍ତ ପରିବାରବର୍ଗ। xyxy=(570,46,746,296)
wish-box: ପ୍ରଥମ ଜନ୍ମଦିନ ଶୁଭେଚ୍ଛା ଫପୁଲରଞ୍ଜନ ନାଥ (ଆକାଶ) ତୋ ପ୍ରଥମ ଜନ୍ମଦିନରେ ଆଶୀର୍ବାଦ ଜଣାଉଛନ୍ତି ବାପା, ମା, ଜେଜେ, ଜେଜେମା, ମାମୁଁ ଓ ସମସ୍ତ ପରିବାରବର୍ଗ। xyxy=(570,770,746,995)
ad: ଜ୍ୟୋତିଷ ଭବିଷ୍ୟବାଣୀ ପାଇଁ ଯୋଗାଯୋଗ କରନ୍ତୁ। 9853401215. xyxy=(378,1094,521,1142)
zodiac-icon: ♏ xyxy=(1145,446,1177,478)
memorial-photo xyxy=(587,1915,739,2102)
category-automobile: AUTOMOBILE xyxy=(23,406,171,430)
memorial-entry: ଏକାଦଶାହ ଉପଲକ୍ଷେ ଅଶ୍ରୁଳ ଶ୍ରଦ୍ଧାଞ୍ଜଳି ସ୍ୱର୍ଗତ ପଦ୍ମଲୋଚନ ବିଶ୍ୱାଳ ତୁମ ଆତ୍ମାର ସଦ୍‌ଗତି କାମନା କରୁଛୁ। ଶ୍ରଦ୍ଧାଞ୍ଜଳି ସହ - ସମସ୍ତ ପରିବାରବର୍ଗ। xyxy=(950,1432,1136,1707)
ad: Hostel for girls only Ravi Talkies Square. Contact: 9338893389, 9658741756. xyxy=(190,786,346,834)
category-loan: LOAN xyxy=(430,1392,511,1423)
news-headline: ମାଓବାଦୀଙ୍କ ରାଇଘର ବନ୍ଦ ଡାକରା xyxy=(1142,1754,1492,1787)
stethoscope-icon xyxy=(251,1768,323,1840)
ad: Higher study for Diploma Civil Engineers (Degree/Autocad/ TS). 9439366140. xyxy=(378,507,550,554)
child-photo xyxy=(602,70,714,182)
ad: Direct Loan 4% ବାର୍ଷିକ ସୁଧ ହାରରେ। ପ୍ରପର୍ଟି, ଘରଲୋନ, ବ୍ୟକ୍ତିଗତ, ବ୍ୟବସାୟ ଲୋନ। 08860813924, 08860813925, 01246410435. xyxy=(378,1433,548,1512)
students-image xyxy=(394,361,544,461)
category-health: HEALTH CARE xyxy=(211,1860,349,1882)
zodiac-icon: ♋ xyxy=(1145,281,1177,313)
wish-box: ଜନ୍ମଦିନ ଶୁଭେଚ୍ଛା ଫୁଲ୍ଲ ସଙ୍ଗୀତା ରେଡ୍ଡି (ଟୁନ୍ନି, ଲୁଲୁ) ପ୍ରଥମ ଜନ୍ମଦିନରେ ଆଶୀର୍ବାଦ ଜଣାଉଛନ୍ତି ବାପା, ମା, ଜେଜେ, ଆଈ, ମାମୁଁ, ମାଇଁ ଓ ସମସ୍ତ ବନ୍ଧୁବର୍ଗ। xyxy=(752,46,930,271)
education-banner xyxy=(378,345,563,507)
ad: Lorry 1109, 2006, good condition. Contact: 9438505588, 9439870652, 9438132986, 9338224328. xyxy=(8,513,164,577)
ad: 5 BHK duplex for sale near Patia Bigbazar 2800 sqft. (build up area) @ 3100/- sqft. Contact: 9937277799. xyxy=(8,1597,178,1660)
station: Airport Chhaka SRI GANESH BOOK STORE Room No. B/4, New Market Complex, Airport Gate, BBSR-20 Contact-Bichitra Kumar Rath Mob: 9861550999 xyxy=(383,1860,558,1948)
ad: ଅଟୋମୋବାଇଲ ସୁବିଧା, ଆଇରନ ସ୍ୱାର୍ଣ୍ଣ ପ୍ରିଣ୍ଟଂ ଓ ରିଆ ମିଳୁଛି। ପୁରୀ ଓ ମନ୍ଦିର ଦର୍ଶନ ପାଇଁ ବୁକିଂ। Escels Travels. 0674-2547853, 9437030054. xyxy=(190,1205,369,1284)
rashi-text: ଉଚ୍ଚାଧିକାରୀଙ୍କ ସହଯୋଗ ମିଳିବ। ନୂତନ କାର୍ଯ୍ୟ ଆରମ୍ଭ ପାଇଁ ଦିନଟି ଅନୁକୂଳ। ବନ୍ଧୁବର୍ଗଙ୍କ ସହ ସମୟ ବିତିବ। xyxy=(1181,242,1477,273)
news-body: ରାଇଘର, ୩୦।୧ (ଜି.ଏନ୍.ବି.): କନ୍ଧମାଳ ଓ ଗଜପତି ସୀମାନ୍ତରେ ମାଓବାଦୀମାନେ ରାସ୍ତା ଅବରୋଧ କରିଛନ୍ତି। ଗଛ କାଟି ରାସ୍ତାରେ ପକାଇ ଯାନବାହନ ଚଳାଚଳ ବନ୍ଦ କରିଦେଇଛନ୍ତି। ସ୍ଥାନୀୟ ତହସିଲଦାରଙ୍କୁ ପୋଷ୍ଟର ମାଧ୍ୟମରେ ମୃତ୍ୟୁଦଣ୍ଡ ଧମକ ଦିଆଯାଇଛି। ପୋଲିସ ଘଟଣାସ୍ଥଳରେ ପହଞ୍ଚି ତଦନ୍ତ ଆରମ୍ଭ କରିଛି ଏବଂ ଯୁଦ୍ଧକାଳୀନ ଭିତ୍ତିରେ ଗଛ ହଟାଇବା କାମ ଚାଲିଛି। ଏଥିଯୋଗୁଁ ଲୋକମାନେ ଆତଙ୍କିତ ଅଛନ୍ତି। ଅଞ୍ଚଳରେ ସିଆରପିଏଫ ଯବାନଙ୍କ ସମେତ ଅତିରିକ୍ତ ପୋଲିସ ଫୋର୍ସ ମୁତୟନ କରାଯାଇଛି। ଗୁପ୍ତଚର ସୂଚନା ଅନୁଯାୟୀ ମାଓବାଦୀଙ୍କ ଏକ ବଡ଼ ଦଳ ଜଙ୍ଗଲରେ ଆଶ୍ରୟ ନେଇଛନ୍ତି। xyxy=(1142,1864,1492,2003)
wish-box: 1st Birthday Wish Aishwarya Rout (Riya) Wish with lot of good wishes blessing from: Mama, Papa, Aja, Aie, Jhuna Mausi, Jhili Mausi, Kuni Mausi, Bina Papa, Dipu Mamu & Family. xyxy=(570,535,746,765)
